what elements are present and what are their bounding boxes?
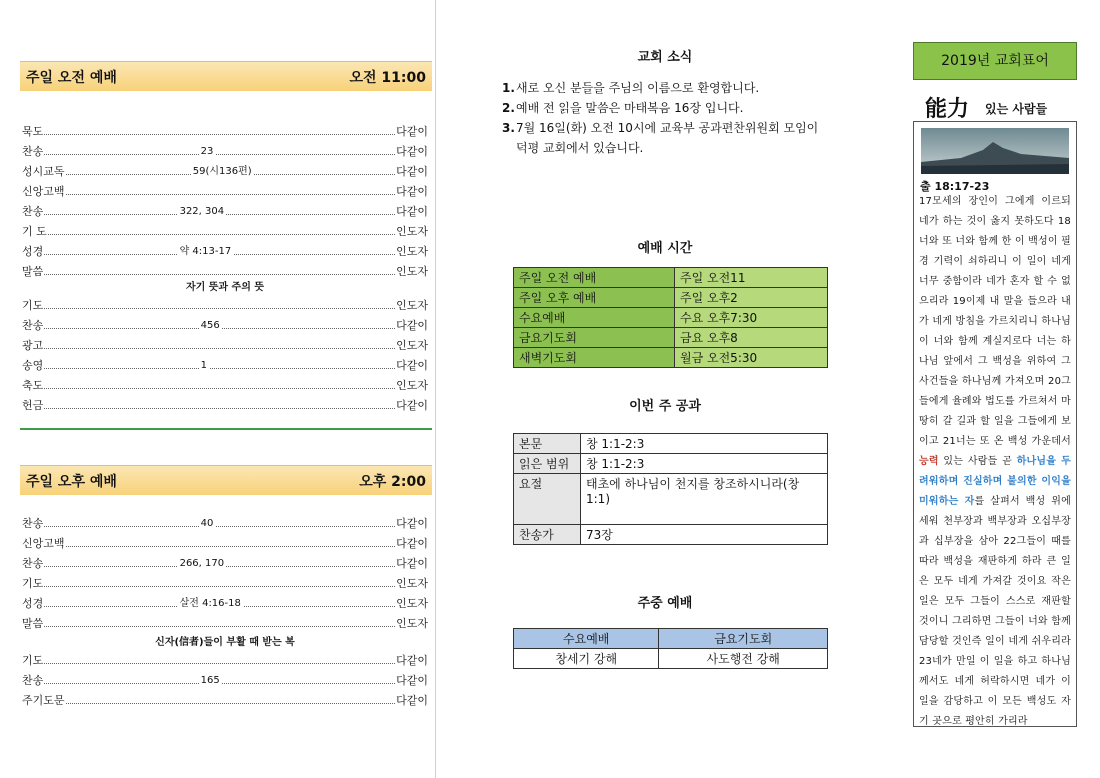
leader-dots xyxy=(44,307,395,309)
schedule-time: 주일 오전11 xyxy=(675,268,828,288)
lesson-key: 요절 xyxy=(514,474,581,525)
lesson-key: 찬송가 xyxy=(514,525,581,545)
news-num: 1. xyxy=(502,81,515,95)
column-divider xyxy=(20,428,432,430)
order-label: 헌금 xyxy=(22,399,44,412)
order-leader: 다같이 xyxy=(396,185,428,198)
order-row xyxy=(22,333,428,353)
order-leader: 인도자 xyxy=(396,617,428,630)
order-label: 기도 xyxy=(22,654,44,667)
schedule-title: 예배 시간 xyxy=(637,241,693,256)
order-row xyxy=(22,668,428,688)
midweek-value: 사도행전 강해 xyxy=(659,649,828,669)
order-label: 신앙고백 xyxy=(22,537,65,550)
lesson-table xyxy=(513,433,828,545)
order-label: 묵도 xyxy=(22,125,44,138)
order-leader: 인도자 xyxy=(396,577,428,590)
order-detail: 165 xyxy=(200,675,220,686)
order-leader: 다같이 xyxy=(396,654,428,667)
schedule-name: 새벽기도회 xyxy=(514,348,675,368)
table-row xyxy=(514,434,828,454)
leader-dots xyxy=(44,360,395,371)
table-row xyxy=(514,308,828,328)
leader-dots xyxy=(44,206,395,217)
morning-sermon-title: 자기 뜻과 주의 뜻 xyxy=(185,282,265,293)
leader-dots xyxy=(48,233,395,235)
schedule-name: 금요기도회 xyxy=(514,328,675,348)
leader-dots xyxy=(44,558,395,569)
order-row xyxy=(22,551,428,571)
table-row xyxy=(514,268,828,288)
order-leader: 다같이 xyxy=(396,319,428,332)
afternoon-service-time: 오후 2:00 xyxy=(359,473,426,490)
order-leader: 인도자 xyxy=(396,597,428,610)
order-row xyxy=(22,293,428,313)
order-label: 성경 xyxy=(22,245,44,258)
leader-dots xyxy=(44,625,395,627)
leader-dots xyxy=(66,193,396,195)
order-leader: 다같이 xyxy=(396,557,428,570)
table-row xyxy=(514,328,828,348)
motto-banner: 2019년 교회표어 xyxy=(913,42,1077,80)
leader-dots xyxy=(66,166,396,177)
order-leader: 다같이 xyxy=(396,537,428,550)
news-num: 2. xyxy=(502,101,515,115)
table-row xyxy=(514,629,828,649)
motto-subtitle: 있는 사람들 xyxy=(985,102,1048,116)
afternoon-sermon-title: 신자(信者)들이 부활 때 받는 복 xyxy=(155,637,295,648)
order-detail: 266, 170 xyxy=(179,558,225,569)
table-row xyxy=(514,525,828,545)
order-label: 주기도문 xyxy=(22,694,65,707)
lesson-value: 태초에 하나님이 천지를 창조하시니라(창 1:1) xyxy=(581,474,828,525)
order-row xyxy=(22,591,428,611)
leader-dots xyxy=(44,407,395,409)
order-label: 찬송 xyxy=(22,319,44,332)
order-row xyxy=(22,179,428,199)
verse-part: 를 살펴서 백성 위에 세워 천부장과 백부장과 오십부장과 십부장을 삼아 22그들이 때를 따라 백성을 재판하게 하라 큰 일은 모두 네게 가져갈 것이요 작은 일은 모두 그들이 스스로 재판할 것이니 그리하면 그들이 너와 함께 담당할 것인즉 일이 네게 쉬우리라 23네가 만일 이 일을 하고 하나님께서도 네게 허락하시면 네가 이 일을 감당하고 이 모든 백성도 자기 곳으로 평안히 가리라 xyxy=(919,496,1071,727)
midweek-table xyxy=(513,628,828,669)
order-row xyxy=(22,688,428,708)
midweek-value: 창세기 강해 xyxy=(514,649,659,669)
verse-highlight: 능력 xyxy=(919,456,939,467)
order-leader: 다같이 xyxy=(396,359,428,372)
order-label: 찬송 xyxy=(22,145,44,158)
afternoon-service-title: 주일 오후 예배 xyxy=(26,473,117,490)
leader-dots xyxy=(66,545,396,547)
morning-service-time: 오전 11:00 xyxy=(349,69,426,86)
order-row xyxy=(22,199,428,219)
verse-part: 17모세의 장인이 그에게 이르되 네가 하는 것이 옳지 못하도다 18너와 또 너와 함께 한 이 백성이 필경 기력이 쇠하리니 이 일이 네게 너무 중함이라 네가 혼자 할 수 없으리라 19이제 내 말을 들으라 내가 네게 방침을 가르치리니 하나님이 너와 함께 계실지로다 너는 하나님 앞에서 그 백성을 위하여 그 사건들을 하나님께 가져오며 20그들에게 율례와 법도를 가르쳐서 마땅히 갈 길과 할 일을 그들에게 보이고 21너는 또 온 백성 가운데서 xyxy=(919,196,1071,447)
order-label: 축도 xyxy=(22,379,44,392)
news-list xyxy=(502,78,832,158)
order-label: 말씀 xyxy=(22,265,44,278)
schedule-name: 주일 오후 예배 xyxy=(514,288,675,308)
order-label: 찬송 xyxy=(22,674,44,687)
news-text: 7월 16일(화) 오전 10시에 교육부 공과편찬위원회 모임이 덕평 교회에서 있습니다. xyxy=(516,121,819,155)
schedule-time: 주일 오후2 xyxy=(675,288,828,308)
leader-dots xyxy=(66,702,396,704)
order-label: 찬송 xyxy=(22,557,44,570)
order-leader: 다같이 xyxy=(396,694,428,707)
lesson-key: 읽은 범위 xyxy=(514,454,581,474)
order-detail: 1 xyxy=(200,360,207,371)
order-detail: 40 xyxy=(200,518,214,529)
news-item xyxy=(502,78,832,98)
order-row xyxy=(22,531,428,551)
verse-emphasis: 하나님을 두려워하며 진실하며 불의한 이익을 미워하는 자 xyxy=(919,456,1071,507)
leader-dots xyxy=(44,273,395,275)
order-label: 신앙고백 xyxy=(22,185,65,198)
table-row xyxy=(514,474,828,525)
news-item xyxy=(502,98,832,118)
table-row xyxy=(514,288,828,308)
news-text: 예배 전 읽을 말씀은 마태복음 16장 입니다. xyxy=(516,101,744,115)
news-title: 교회 소식 xyxy=(637,50,693,65)
order-leader: 다같이 xyxy=(396,165,428,178)
order-label: 광고 xyxy=(22,339,44,352)
leader-dots xyxy=(44,133,395,135)
order-label: 기 도 xyxy=(22,225,47,238)
order-label: 성경 xyxy=(22,597,44,610)
order-row xyxy=(22,373,428,393)
lesson-key: 본문 xyxy=(514,434,581,454)
schedule-time: 금요 오후8 xyxy=(675,328,828,348)
morning-service-header xyxy=(20,61,432,91)
order-row xyxy=(22,353,428,373)
verse-text xyxy=(919,192,1071,732)
leader-dots xyxy=(44,675,395,686)
order-detail: 456 xyxy=(200,320,220,331)
leader-dots xyxy=(44,662,395,664)
order-row xyxy=(22,159,428,179)
order-leader: 다같이 xyxy=(396,674,428,687)
order-leader: 인도자 xyxy=(396,299,428,312)
midweek-title: 주중 예배 xyxy=(637,596,693,611)
order-leader: 인도자 xyxy=(396,225,428,238)
leader-dots xyxy=(44,598,395,609)
leader-dots xyxy=(44,585,395,587)
order-label: 찬송 xyxy=(22,517,44,530)
leader-dots xyxy=(44,518,395,529)
order-label: 성시교독 xyxy=(22,165,65,178)
order-detail: 23 xyxy=(200,146,214,157)
lesson-title: 이번 주 공과 xyxy=(629,399,701,414)
leader-dots xyxy=(44,387,395,389)
order-row xyxy=(22,648,428,668)
order-row xyxy=(22,313,428,333)
verse-part: 있는 사람들 곧 xyxy=(938,456,1017,467)
midweek-header: 수요예배 xyxy=(514,629,659,649)
order-detail: 322, 304 xyxy=(179,206,225,217)
morning-service-title: 주일 오전 예배 xyxy=(26,69,117,86)
order-label: 송영 xyxy=(22,359,44,372)
order-row xyxy=(22,239,428,259)
schedule-time: 수요 오후7:30 xyxy=(675,308,828,328)
order-leader: 다같이 xyxy=(396,125,428,138)
order-row xyxy=(22,571,428,591)
lesson-value: 73장 xyxy=(581,525,828,545)
order-detail: 약 4:13-17 xyxy=(178,242,234,257)
lesson-value: 창 1:1-2:3 xyxy=(581,454,828,474)
order-leader: 다같이 xyxy=(396,399,428,412)
order-row xyxy=(22,219,428,239)
table-row xyxy=(514,454,828,474)
order-row xyxy=(22,139,428,159)
order-leader: 인도자 xyxy=(396,265,428,278)
news-text: 새로 오신 분들을 주님의 이름으로 환영합니다. xyxy=(516,81,760,95)
motto-keyword: 能力 xyxy=(925,96,970,122)
order-leader: 다같이 xyxy=(396,517,428,530)
order-leader: 인도자 xyxy=(396,379,428,392)
fold-line xyxy=(435,0,436,778)
order-row xyxy=(22,119,428,139)
news-num: 3. xyxy=(502,121,515,135)
order-leader: 인도자 xyxy=(396,339,428,352)
schedule-time: 월금 오전5:30 xyxy=(675,348,828,368)
order-row xyxy=(22,511,428,531)
afternoon-service-header xyxy=(20,465,432,495)
leader-dots xyxy=(44,347,395,349)
verse-reference: 출 18:17-23 xyxy=(920,180,990,193)
order-row xyxy=(22,259,428,279)
schedule-name: 주일 오전 예배 xyxy=(514,268,675,288)
schedule-table xyxy=(513,267,828,368)
leader-dots xyxy=(44,320,395,331)
leader-dots xyxy=(44,246,395,257)
schedule-name: 수요예배 xyxy=(514,308,675,328)
order-leader: 다같이 xyxy=(396,145,428,158)
order-label: 기도 xyxy=(22,577,44,590)
order-row xyxy=(22,611,428,631)
table-row xyxy=(514,649,828,669)
order-row xyxy=(22,393,428,413)
news-item xyxy=(502,118,832,158)
order-label: 기도 xyxy=(22,299,44,312)
order-leader: 인도자 xyxy=(396,245,428,258)
mountain-image xyxy=(921,128,1069,174)
leader-dots xyxy=(44,146,395,157)
table-row xyxy=(514,348,828,368)
order-detail: 59(시136편) xyxy=(191,162,254,177)
order-leader: 다같이 xyxy=(396,205,428,218)
order-detail: 살전 4:16-18 xyxy=(178,594,243,609)
midweek-header: 금요기도회 xyxy=(659,629,828,649)
order-label: 말씀 xyxy=(22,617,44,630)
order-label: 찬송 xyxy=(22,205,44,218)
lesson-value: 창 1:1-2:3 xyxy=(581,434,828,454)
